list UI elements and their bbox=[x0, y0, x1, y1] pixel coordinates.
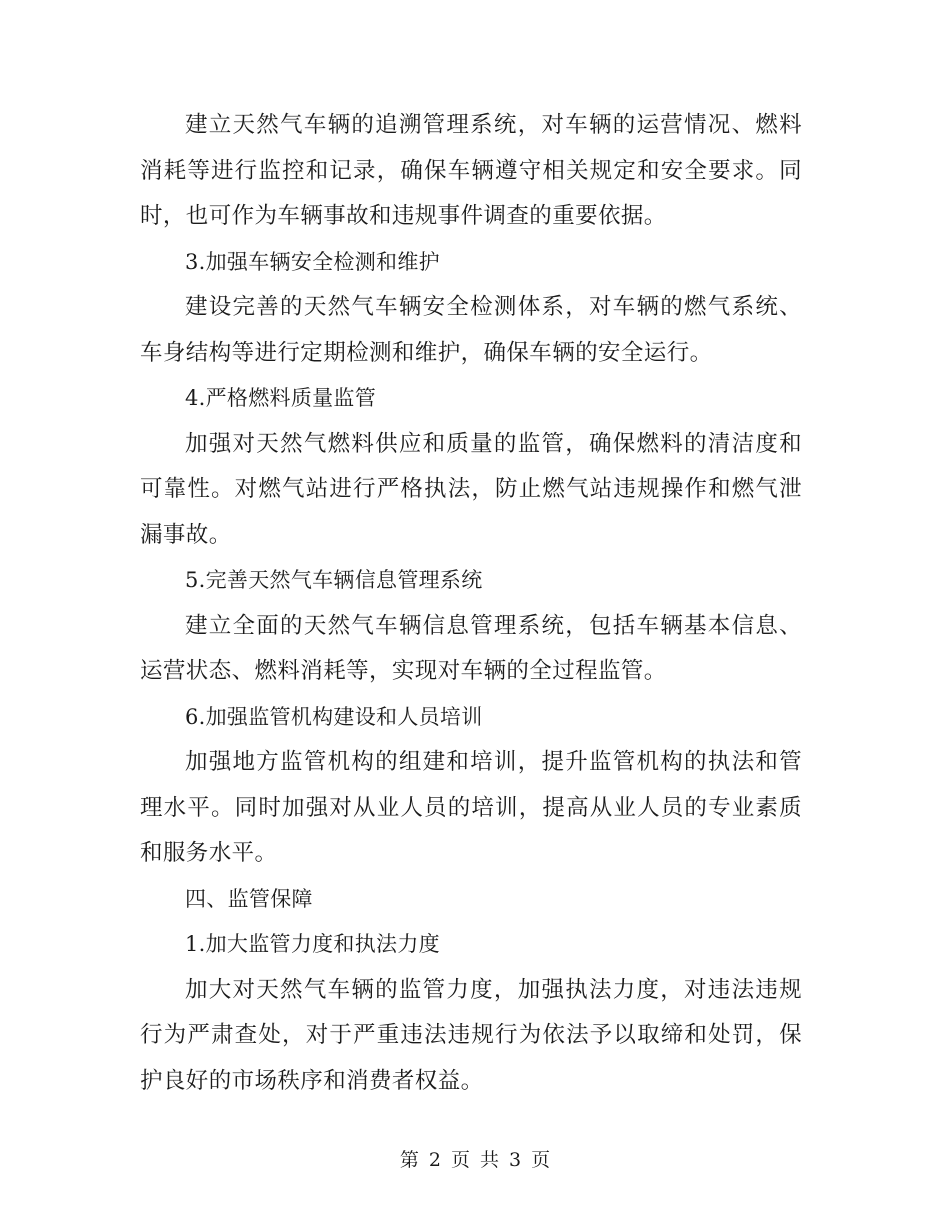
page-number-footer: 第 2 页 共 3 页 bbox=[399, 1149, 551, 1171]
heading-agency-and-training: 6.加强监管机构建设和人员培训 bbox=[185, 704, 483, 729]
heading-info-management-system: 5.完善天然气车辆信息管理系统 bbox=[185, 568, 483, 592]
paragraph-info-management: 建立全面的天然气车辆信息管理系统，包括车辆基本信息、运营状态、燃料消耗等，实现对车辆的全过程监管。 bbox=[140, 612, 802, 684]
paragraph-traceability-system: 建立天然气车辆的追溯管理系统，对车辆的运营情况、燃料消耗等进行监控和记录，确保车辆遵守相关规定和安全要求。同时，也可作为车辆事故和违规事件调查的重要依据。 bbox=[140, 112, 802, 229]
paragraph-enforcement: 加大对天然气车辆的监管力度，加强执法力度，对违法违规行为严肃查处，对于严重违法违规行为依法予以取缔和处罚，保护良好的市场秩序和消费者权益。 bbox=[140, 976, 802, 1094]
paragraph-fuel-quality: 加强对天然气燃料供应和质量的监管，确保燃料的清洁度和可靠性。对燃气站进行严格执法，防止燃气站违规操作和燃气泄漏事故。 bbox=[140, 430, 802, 548]
document-body bbox=[140, 103, 802, 1104]
heading-supervision-guarantee: 四、监管保障 bbox=[185, 886, 313, 911]
paragraph-agency-training: 加强地方监管机构的组建和培训，提升监管机构的执法和管理水平。同时加强对从业人员的培训，提高从业人员的专业素质和服务水平。 bbox=[140, 749, 802, 866]
paragraph-safety-inspection-system: 建设完善的天然气车辆安全检测体系，对车辆的燃气系统、车身结构等进行定期检测和维护，确保车辆的安全运行。 bbox=[140, 294, 802, 366]
heading-fuel-quality-supervision: 4.严格燃料质量监管 bbox=[185, 386, 377, 410]
heading-enforcement-intensity: 1.加大监管力度和执法力度 bbox=[185, 932, 440, 956]
heading-vehicle-safety-inspection: 3.加强车辆安全检测和维护 bbox=[185, 249, 440, 274]
